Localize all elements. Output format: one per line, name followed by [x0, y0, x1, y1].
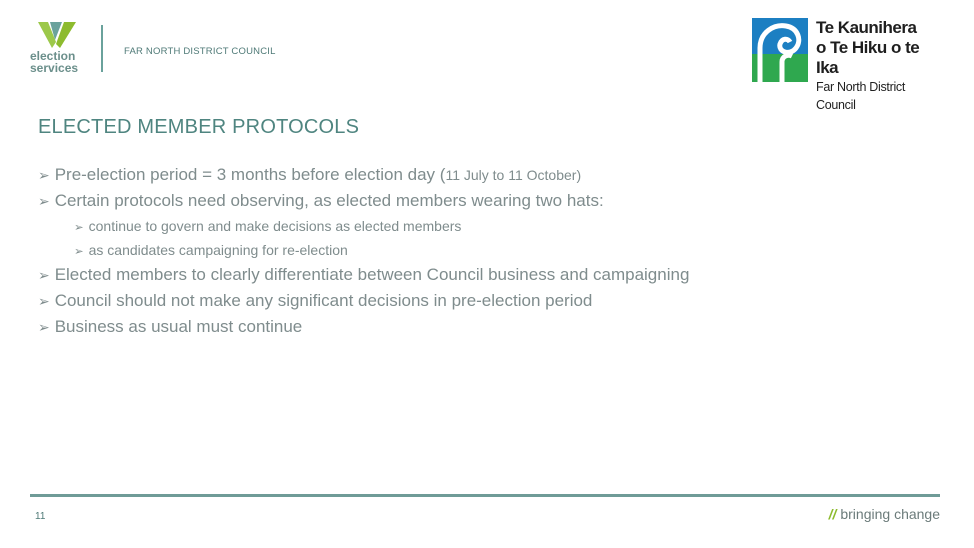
sub-bullet-text: continue to govern and make decisions as elected members — [88, 218, 462, 234]
arrow-bullet-icon: ➢ — [38, 267, 50, 283]
bullet-item — [38, 314, 689, 340]
bullet-text: Pre-election period = 3 months before election day ( — [54, 165, 446, 184]
brand-line2: services — [30, 61, 79, 75]
fndc-line3: Far North District Council — [816, 80, 906, 112]
tagline — [829, 506, 940, 522]
arrow-bullet-icon: ➢ — [38, 319, 50, 335]
bullet-list — [38, 162, 689, 340]
bullet-item — [38, 288, 689, 314]
fndc-wordmark — [816, 18, 942, 114]
election-services-text — [30, 50, 78, 74]
arrow-bullet-icon: ➢ — [38, 193, 50, 209]
arrow-bullet-icon: ➢ — [38, 293, 50, 309]
bullet-item — [38, 162, 689, 188]
fndc-line2: o Te Hiku o te Ika — [816, 38, 920, 77]
bullet-item — [38, 262, 689, 288]
tagline-text: bringing change — [840, 506, 940, 522]
council-label: FAR NORTH DISTRICT COUNCIL — [124, 46, 276, 57]
election-services-logo — [30, 22, 90, 74]
bullet-text: Business as usual must continue — [54, 317, 303, 336]
arrow-bullet-icon: ➢ — [74, 222, 84, 234]
bullet-text: Certain protocols need observing, as elected members wearing two hats: — [54, 191, 604, 210]
bullet-text: Council should not make any significant decisions in pre-election period — [54, 291, 593, 310]
tagline-slashes: // — [828, 506, 837, 522]
arrow-bullet-icon: ➢ — [74, 246, 84, 258]
sub-bullet-text: as candidates campaigning for re-election — [88, 242, 348, 258]
election-services-v-icon — [38, 22, 80, 48]
sub-bullet-item — [38, 214, 689, 238]
fndc-line1: Te Kaunihera — [816, 18, 917, 37]
brand-line1: election — [30, 49, 76, 63]
bullet-text: Elected members to clearly differentiate between Council business and campaigning — [54, 265, 690, 284]
header-divider — [101, 25, 103, 72]
fndc-logo — [752, 18, 942, 112]
koru-icon — [752, 18, 808, 82]
page-number: 11 — [35, 511, 46, 522]
sub-bullet-item — [38, 238, 689, 262]
slide-title: ELECTED MEMBER PROTOCOLS — [38, 116, 360, 138]
footer-divider — [30, 494, 940, 497]
arrow-bullet-icon: ➢ — [38, 167, 50, 183]
bullet-item — [38, 188, 689, 214]
bullet-date-range: 11 July to 11 October) — [445, 167, 582, 183]
